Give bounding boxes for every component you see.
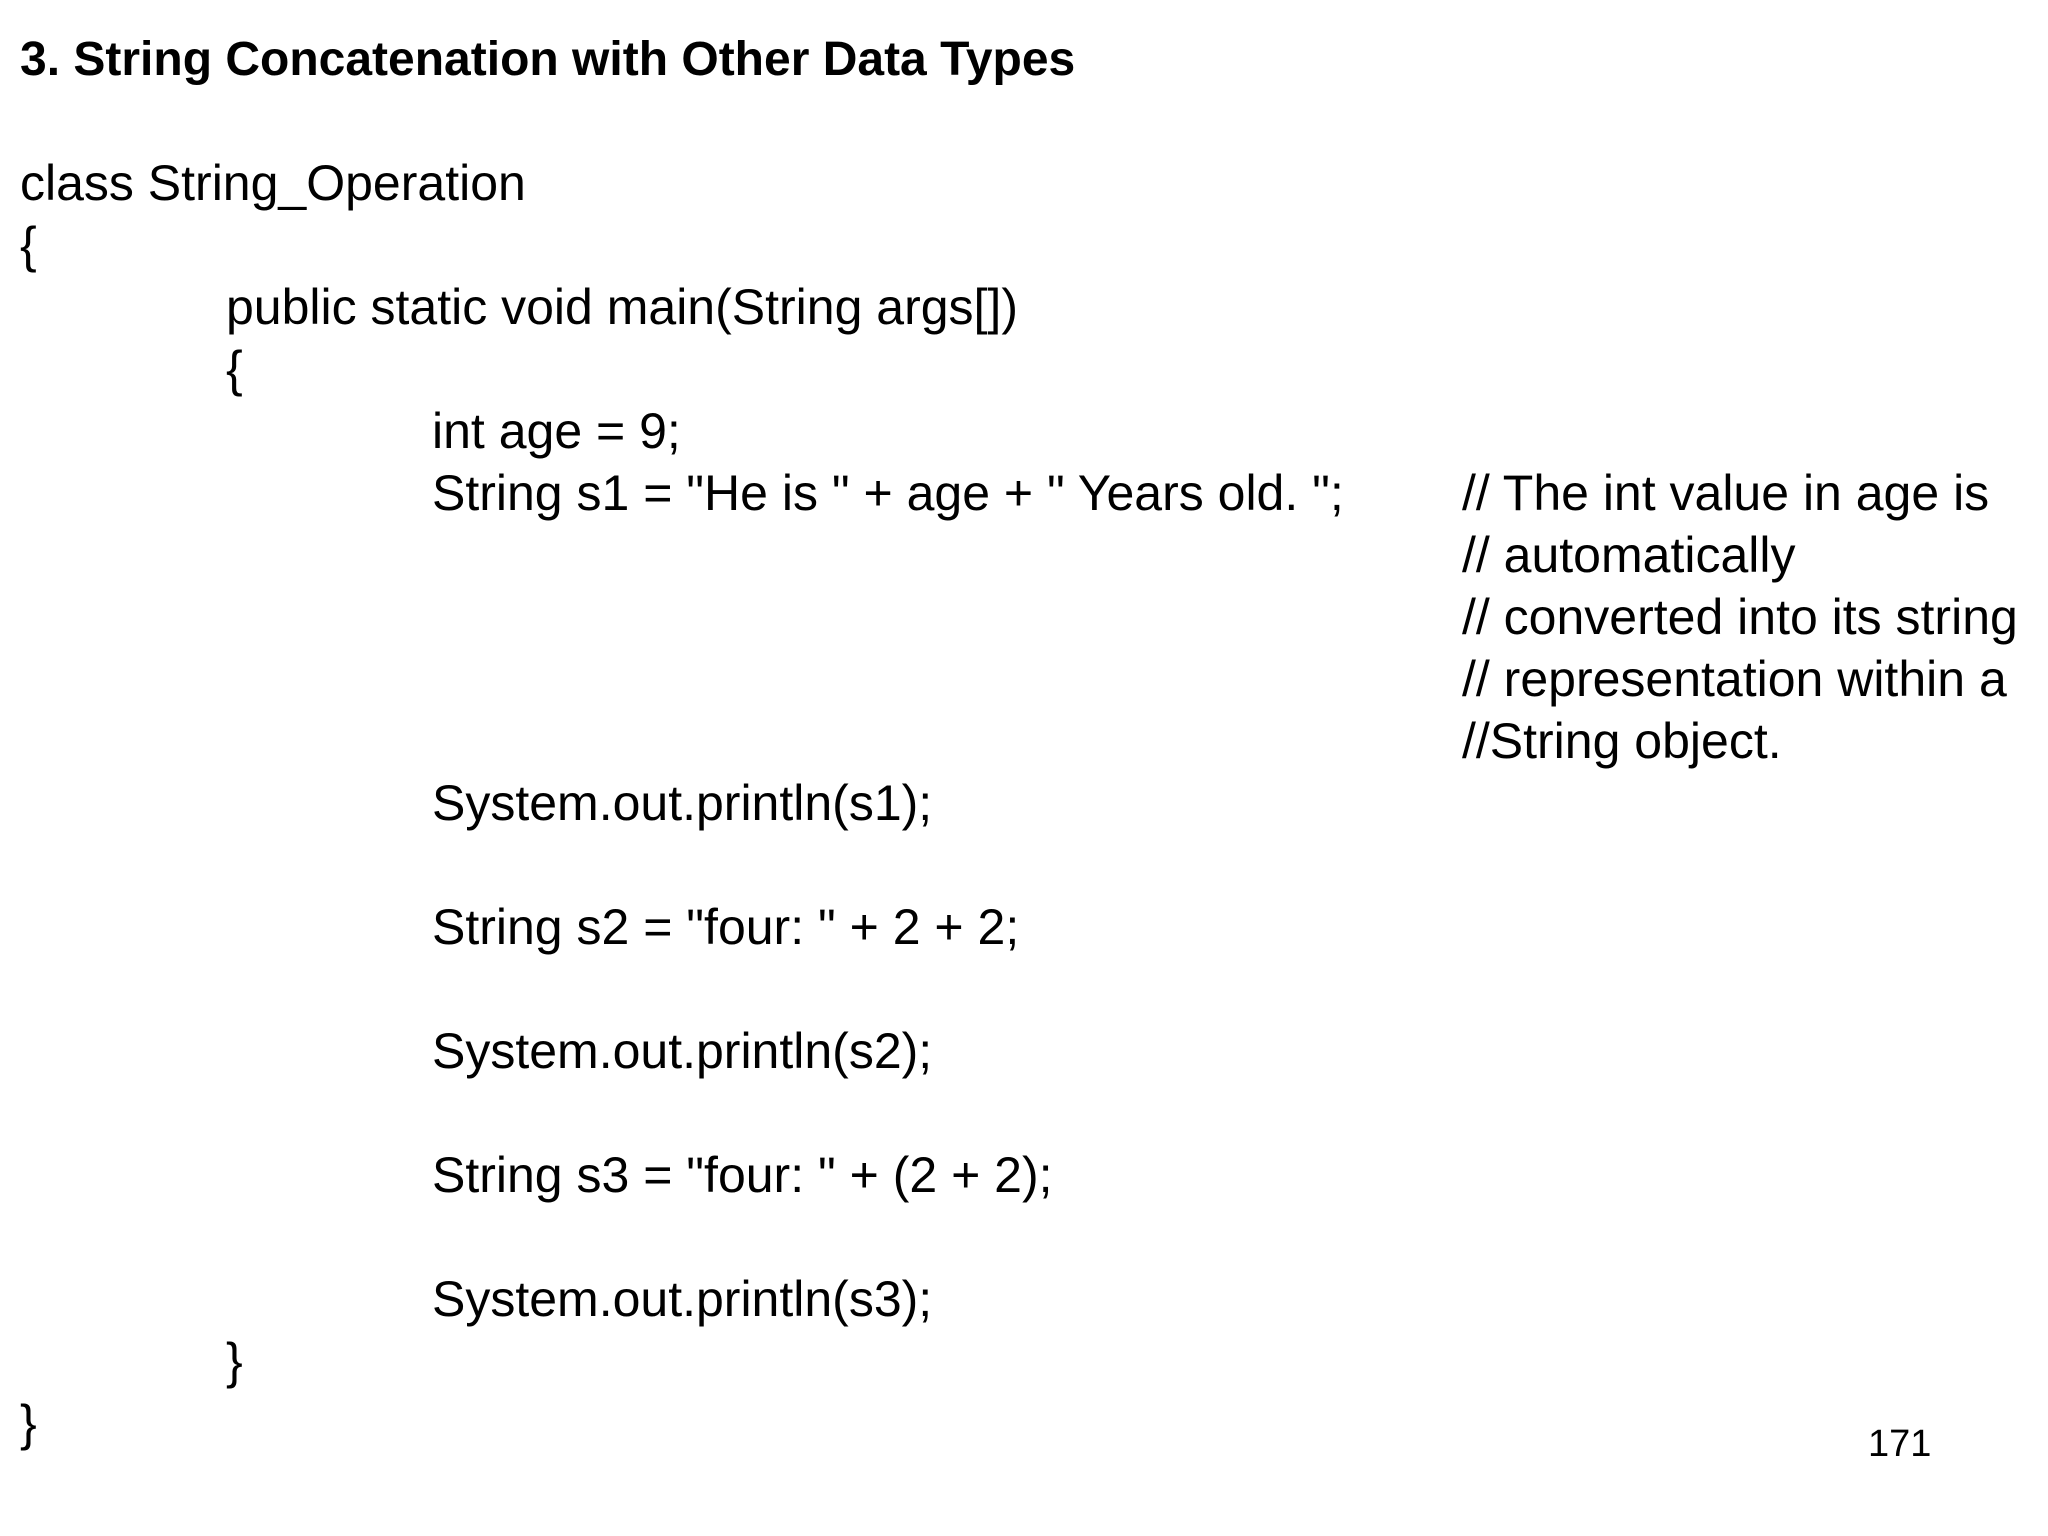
- code-line-print-s2: System.out.println(s2);: [432, 1023, 933, 1079]
- comment-line: // converted into its string: [1462, 589, 2018, 645]
- code-line-blank: [20, 524, 1344, 586]
- comment-line: // The int value in age is: [1462, 465, 1990, 521]
- code-line-class-open: {: [20, 217, 37, 273]
- code-line-class-close: }: [20, 1395, 37, 1451]
- code-comment: [1462, 462, 2018, 772]
- code-line-s3: String s3 = "four: " + (2 + 2);: [432, 1147, 1053, 1203]
- code-line-blank: [20, 1206, 1344, 1268]
- code-line-blank: [20, 834, 1344, 896]
- code-line-blank: [20, 648, 1344, 710]
- code-line-age: int age = 9;: [432, 403, 681, 459]
- code-line-blank: [20, 710, 1344, 772]
- code-line-method-open: {: [226, 341, 243, 397]
- code-line-blank: [20, 958, 1344, 1020]
- code-line-s2: String s2 = "four: " + 2 + 2;: [432, 899, 1020, 955]
- code-line-s1: String s1 = "He is " + age + " Years old. ";: [432, 465, 1344, 521]
- code-line-blank: [20, 586, 1344, 648]
- code-line-blank: [20, 1082, 1344, 1144]
- code-line-print-s3: System.out.println(s3);: [432, 1271, 933, 1327]
- comment-line: // automatically: [1462, 527, 1796, 583]
- slide-title: 3. String Concatenation with Other Data Types: [20, 33, 1076, 86]
- page-number: 171: [1868, 1423, 1932, 1465]
- comment-line: // representation within a: [1462, 651, 2007, 707]
- code-line-method-close: }: [226, 1333, 243, 1389]
- comment-line: //String object.: [1462, 713, 1782, 769]
- code-line-print-s1: System.out.println(s1);: [432, 775, 933, 831]
- code-block: [20, 152, 1344, 1454]
- code-line-method-decl: public static void main(String args[]): [226, 279, 1018, 335]
- code-line-class-decl: class String_Operation: [20, 155, 526, 211]
